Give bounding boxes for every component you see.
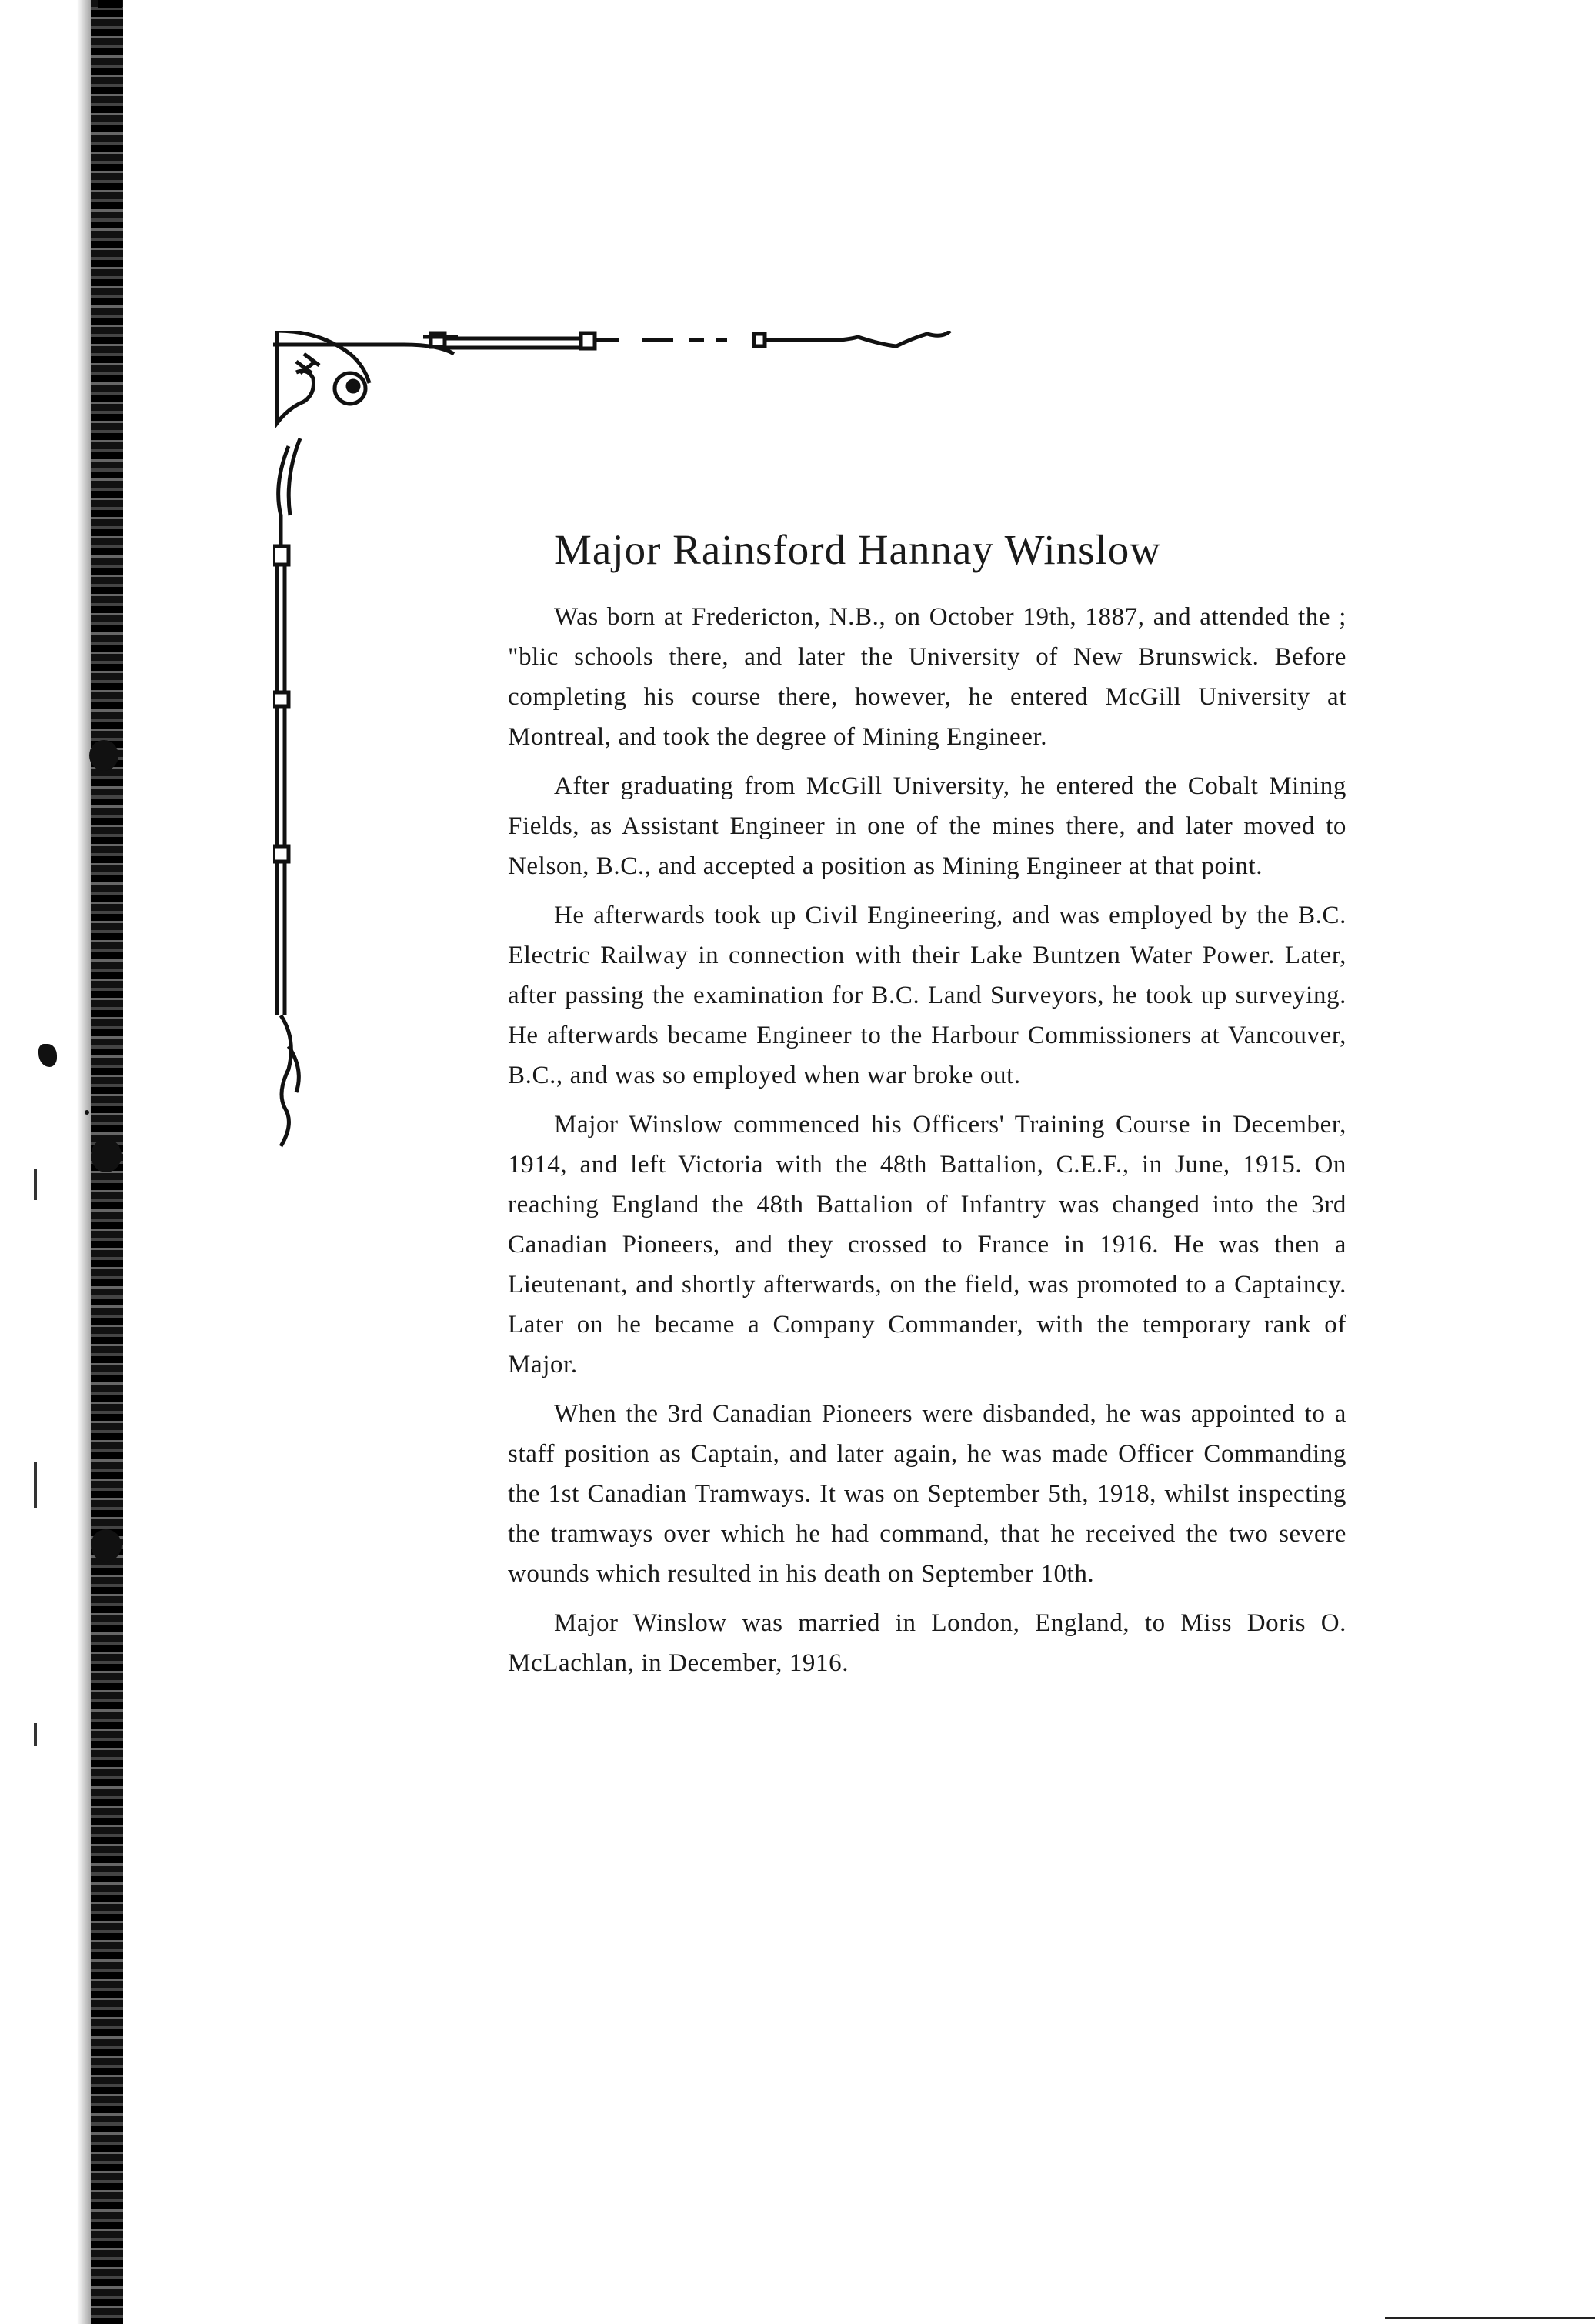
punch-hole <box>91 1139 122 1172</box>
biography-paragraph: When the 3rd Canadian Pioneers were disbanded, he was appointed to a staff position as Captain, and later again, he was made Officer Commanding the 1st Canadian Tramways. It was on September 5th, 1918, whilst inspecting the tramways over which he had command, that he received the two severe wounds which resulted in his death on September 10th. <box>508 1400 1346 1588</box>
article-body <box>508 523 1346 1692</box>
ink-blot <box>38 1044 57 1067</box>
binding-shadow <box>77 0 91 2324</box>
page-bottom-rule <box>1385 2317 1595 2319</box>
punch-hole <box>89 740 118 771</box>
ink-speck <box>85 1110 89 1115</box>
punch-hole <box>91 1529 122 1562</box>
biography-paragraph: He afterwards took up Civil Engineering, and was employed by the B.C. Electric Railway in connection with their Lake Buntzen Water Power. Later, after passing the examination for B.C. Land Surveyors, he took up surveying. He afterwards became Engineer to the Harbour Commissioners at Vancouver, B.C., and was so employed when war broke out. <box>508 902 1346 1089</box>
biography-paragraph: Was born at Fredericton, N.B., on October 19th, 1887, and attended the ; "blic schools there, and later the University of New Brunswick. Before completing his course there, however, he entered McGill University at Montreal, and took the degree of Mining Engineer. <box>508 603 1346 751</box>
scan-mark <box>34 1462 37 1508</box>
page-title: Major Rainsford Hannay Winslow <box>554 526 1162 573</box>
binding-stub <box>98 0 122 8</box>
biography-paragraph: After graduating from McGill University, he entered the Cobalt Mining Fields, as Assistant Engineer in one of the mines there, and later moved to Nelson, B.C., and accepted a position as Mining Engineer at that point. <box>508 772 1346 880</box>
biography-paragraph: Major Winslow commenced his Officers' Training Course in December, 1914, and left Victoria with the 48th Battalion, C.E.F., in June, 1915. On reaching England the 48th Battalion of Infantry was changed into the 3rd Canadian Pioneers, and they crossed to France in 1916. He was then a Lieutenant, and shortly afterwards, on the field, was promoted to a Captaincy. Later on he became a Company Commander, with the temporary rank of Major. <box>508 1111 1346 1379</box>
biography-paragraph: Major Winslow was married in London, England, to Miss Doris O. McLachlan, in December, 1916. <box>508 1609 1346 1677</box>
scan-mark <box>34 1723 37 1746</box>
scan-mark <box>34 1169 37 1200</box>
